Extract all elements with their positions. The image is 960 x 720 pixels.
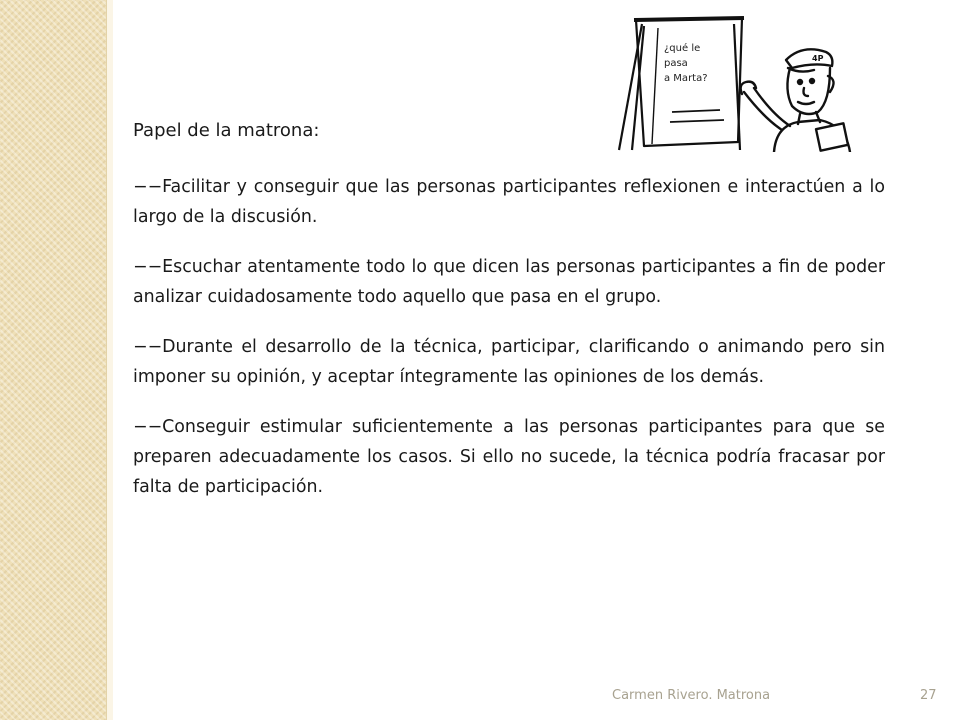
decorative-side-strip bbox=[0, 0, 106, 720]
footer-page-number: 27 bbox=[920, 688, 937, 703]
slide-content bbox=[133, 116, 885, 522]
paragraph-stimulate: −−Conseguir estimular suficientemente a las personas participantes para que se preparen adecuadamente los casos. Si ello no sucede, la técnica podría fracasar por falta de participación. bbox=[133, 417, 885, 497]
cap-label: 4P bbox=[812, 54, 824, 63]
decorative-side-line bbox=[106, 0, 113, 720]
paragraph-participate: −−Durante el desarrollo de la técnica, participar, clarificando o animando pero sin imponer su opinión, y aceptar íntegramente las opiniones de los demás. bbox=[133, 337, 885, 387]
footer-author: Carmen Rivero. Matrona bbox=[612, 688, 771, 703]
paragraph-facilitate: −−Facilitar y conseguir que las personas participantes reflexionen e interactúen a lo largo de la discusión. bbox=[133, 177, 885, 227]
flipchart-question-text: ¿qué le pasa a Marta? bbox=[664, 43, 708, 84]
paragraph-listen: −−Escuchar atentamente todo lo que dicen las personas participantes a fin de poder analizar cuidadosamente todo aquello que pasa en el grupo. bbox=[133, 257, 885, 307]
slide-heading: Papel de la matrona: bbox=[133, 120, 320, 141]
